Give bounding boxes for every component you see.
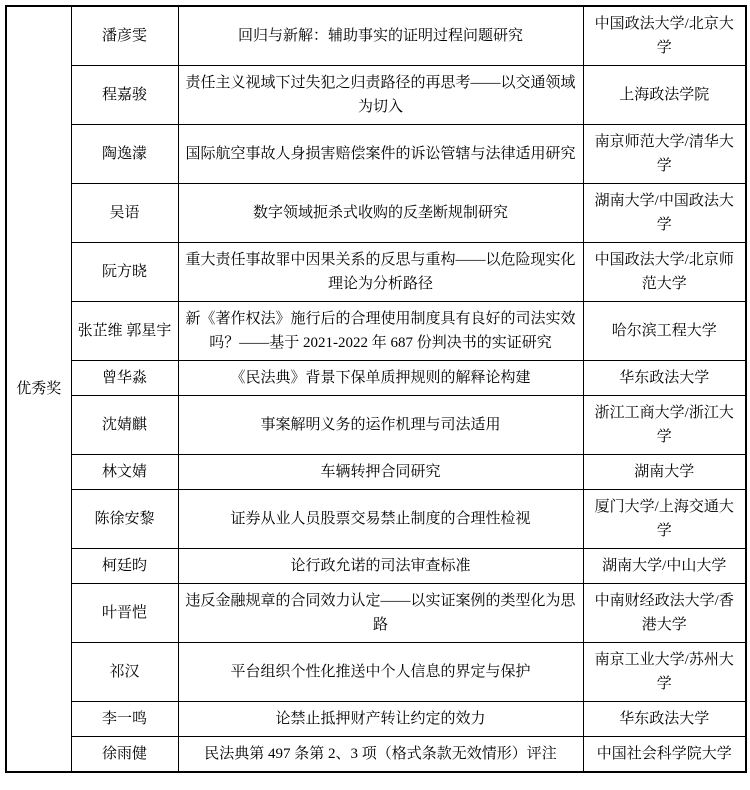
table-row <box>6 549 746 584</box>
table-row <box>6 702 746 737</box>
table-row <box>6 125 746 184</box>
table-row <box>6 490 746 549</box>
awards-table-body <box>6 6 746 772</box>
author-name-cell: 陶逸濛 <box>71 125 178 184</box>
author-name-cell: 李一鸣 <box>71 702 178 737</box>
author-name-cell: 徐雨健 <box>71 737 178 773</box>
author-name-cell: 张芷维 郭星宇 <box>71 302 178 361</box>
university-cell: 南京工业大学/苏州大学 <box>583 643 746 702</box>
table-row <box>6 584 746 643</box>
university-cell: 中国政法大学/北京师范大学 <box>583 243 746 302</box>
author-name-cell: 祁汉 <box>71 643 178 702</box>
university-cell: 上海政法学院 <box>583 66 746 125</box>
paper-title-cell: 新《著作权法》施行后的合理使用制度具有良好的司法实效吗？——基于 2021-2022 年 687 份判决书的实证研究 <box>178 302 583 361</box>
author-name-cell: 程嘉骏 <box>71 66 178 125</box>
paper-title-cell: 论禁止抵押财产转让约定的效力 <box>178 702 583 737</box>
table-row <box>6 66 746 125</box>
university-cell: 湖南大学/中国政法大学 <box>583 184 746 243</box>
university-cell: 中国社会科学院大学 <box>583 737 746 773</box>
paper-title-cell: 论行政允诺的司法审查标准 <box>178 549 583 584</box>
university-cell: 南京师范大学/清华大学 <box>583 125 746 184</box>
university-cell: 中国政法大学/北京大学 <box>583 6 746 66</box>
author-name-cell: 陈徐安黎 <box>71 490 178 549</box>
university-cell: 哈尔滨工程大学 <box>583 302 746 361</box>
table-row <box>6 6 746 66</box>
paper-title-cell: 平台组织个性化推送中个人信息的界定与保护 <box>178 643 583 702</box>
author-name-cell: 吴语 <box>71 184 178 243</box>
author-name-cell: 林文婧 <box>71 455 178 490</box>
paper-title-cell: 责任主义视域下过失犯之归责路径的再思考——以交通领域为切入 <box>178 66 583 125</box>
table-row <box>6 643 746 702</box>
paper-title-cell: 《民法典》背景下保单质押规则的解释论构建 <box>178 361 583 396</box>
paper-title-cell: 重大责任事故罪中因果关系的反思与重构——以危险现实化理论为分析路径 <box>178 243 583 302</box>
paper-title-cell: 民法典第 497 条第 2、3 项（格式条款无效情形）评注 <box>178 737 583 773</box>
paper-title-cell: 车辆转押合同研究 <box>178 455 583 490</box>
university-cell: 华东政法大学 <box>583 702 746 737</box>
paper-title-cell: 证券从业人员股票交易禁止制度的合理性检视 <box>178 490 583 549</box>
author-name-cell: 潘彦雯 <box>71 6 178 66</box>
award-category-cell: 优秀奖 <box>6 6 71 772</box>
university-cell: 浙江工商大学/浙江大学 <box>583 396 746 455</box>
author-name-cell: 阮方晓 <box>71 243 178 302</box>
paper-title-cell: 事案解明义务的运作机理与司法适用 <box>178 396 583 455</box>
author-name-cell: 叶晋恺 <box>71 584 178 643</box>
table-row <box>6 184 746 243</box>
table-row <box>6 737 746 773</box>
author-name-cell: 柯廷昀 <box>71 549 178 584</box>
author-name-cell: 沈婧麒 <box>71 396 178 455</box>
paper-title-cell: 违反金融规章的合同效力认定——以实证案例的类型化为思路 <box>178 584 583 643</box>
paper-title-cell: 国际航空事故人身损害赔偿案件的诉讼管辖与法律适用研究 <box>178 125 583 184</box>
table-row <box>6 243 746 302</box>
university-cell: 华东政法大学 <box>583 361 746 396</box>
author-name-cell: 曾华淼 <box>71 361 178 396</box>
table-row <box>6 455 746 490</box>
paper-title-cell: 回归与新解：辅助事实的证明过程问题研究 <box>178 6 583 66</box>
university-cell: 中南财经政法大学/香港大学 <box>583 584 746 643</box>
university-cell: 湖南大学 <box>583 455 746 490</box>
table-row <box>6 361 746 396</box>
paper-title-cell: 数字领域扼杀式收购的反垄断规制研究 <box>178 184 583 243</box>
awards-table <box>5 5 747 773</box>
table-row <box>6 396 746 455</box>
table-row <box>6 302 746 361</box>
university-cell: 湖南大学/中山大学 <box>583 549 746 584</box>
university-cell: 厦门大学/上海交通大学 <box>583 490 746 549</box>
